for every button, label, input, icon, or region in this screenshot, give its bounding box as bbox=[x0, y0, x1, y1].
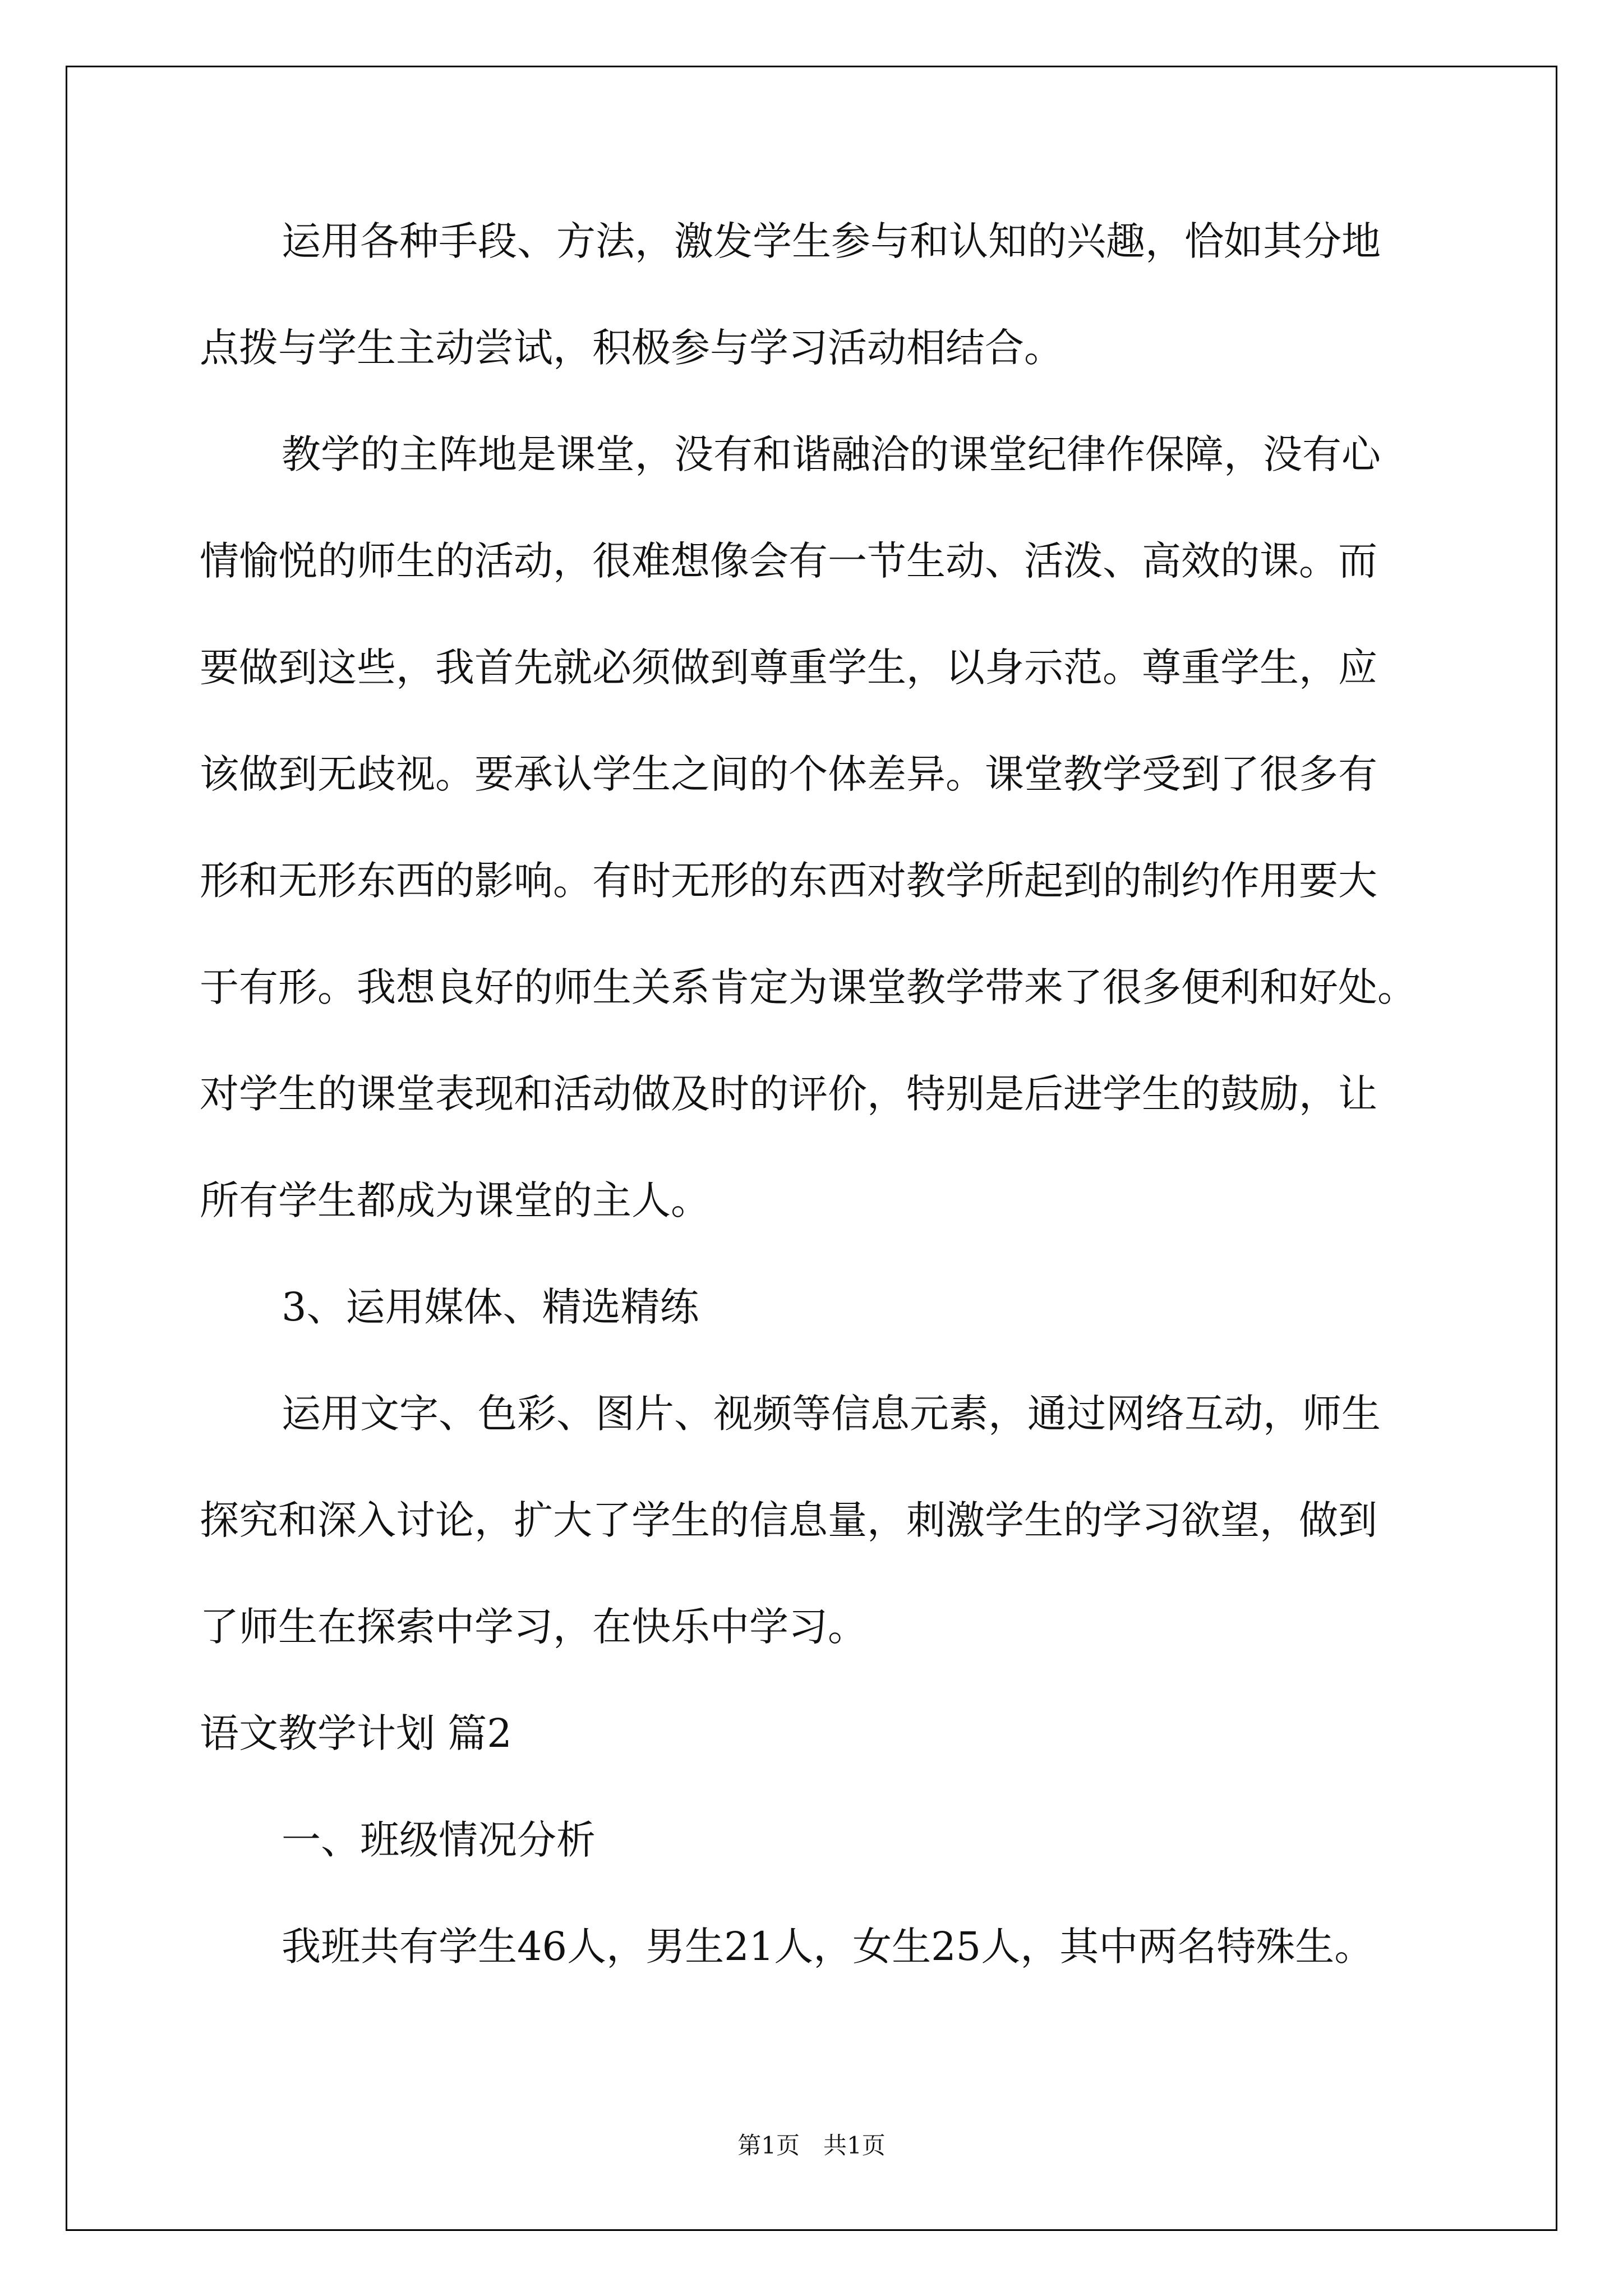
paragraph-line: 点拨与学生主动尝试，积极参与学习活动相结合。 bbox=[200, 325, 1063, 371]
section-title: 语文教学计划 篇2 bbox=[200, 1710, 512, 1756]
paragraph-line: 运用各种手段、方法，激发学生参与和认知的兴趣，恰如其分地 bbox=[282, 218, 1381, 264]
paragraph-line: 情愉悦的师生的活动，很难想像会有一节生动、活泼、高效的课。而 bbox=[200, 538, 1377, 584]
paragraph-line: 要做到这些，我首先就必须做到尊重学生，以身示范。尊重学生，应 bbox=[200, 645, 1377, 691]
page-border bbox=[66, 66, 1557, 2231]
page-footer: 第1页 共1页 bbox=[737, 2132, 886, 2159]
paragraph-line: 教学的主阵地是课堂，没有和谐融洽的课堂纪律作保障，没有心 bbox=[282, 431, 1381, 477]
paragraph-line: 形和无形东西的影响。有时无形的东西对教学所起到的制约作用要大 bbox=[200, 858, 1377, 904]
section-subheading: 3、运用媒体、精选精练 bbox=[282, 1284, 699, 1330]
section-subheading: 一、班级情况分析 bbox=[282, 1817, 596, 1863]
paragraph-line: 于有形。我想良好的师生关系肯定为课堂教学带来了很多便利和好处。 bbox=[200, 964, 1417, 1010]
paragraph-line: 所有学生都成为课堂的主人。 bbox=[200, 1177, 710, 1223]
paragraph-line: 运用文字、色彩、图片、视频等信息元素，通过网络互动，师生 bbox=[282, 1391, 1381, 1437]
paragraph-line: 了师生在探索中学习，在快乐中学习。 bbox=[200, 1604, 867, 1650]
paragraph-line: 探究和深入讨论，扩大了学生的信息量，刺激学生的学习欲望，做到 bbox=[200, 1497, 1377, 1543]
paragraph-line: 我班共有学生46人，男生21人，女生25人，其中两名特殊生。 bbox=[282, 1924, 1374, 1970]
paragraph-line: 该做到无歧视。要承认学生之间的个体差异。课堂教学受到了很多有 bbox=[200, 751, 1377, 797]
paragraph-line: 对学生的课堂表现和活动做及时的评价，特别是后进学生的鼓励，让 bbox=[200, 1071, 1377, 1117]
